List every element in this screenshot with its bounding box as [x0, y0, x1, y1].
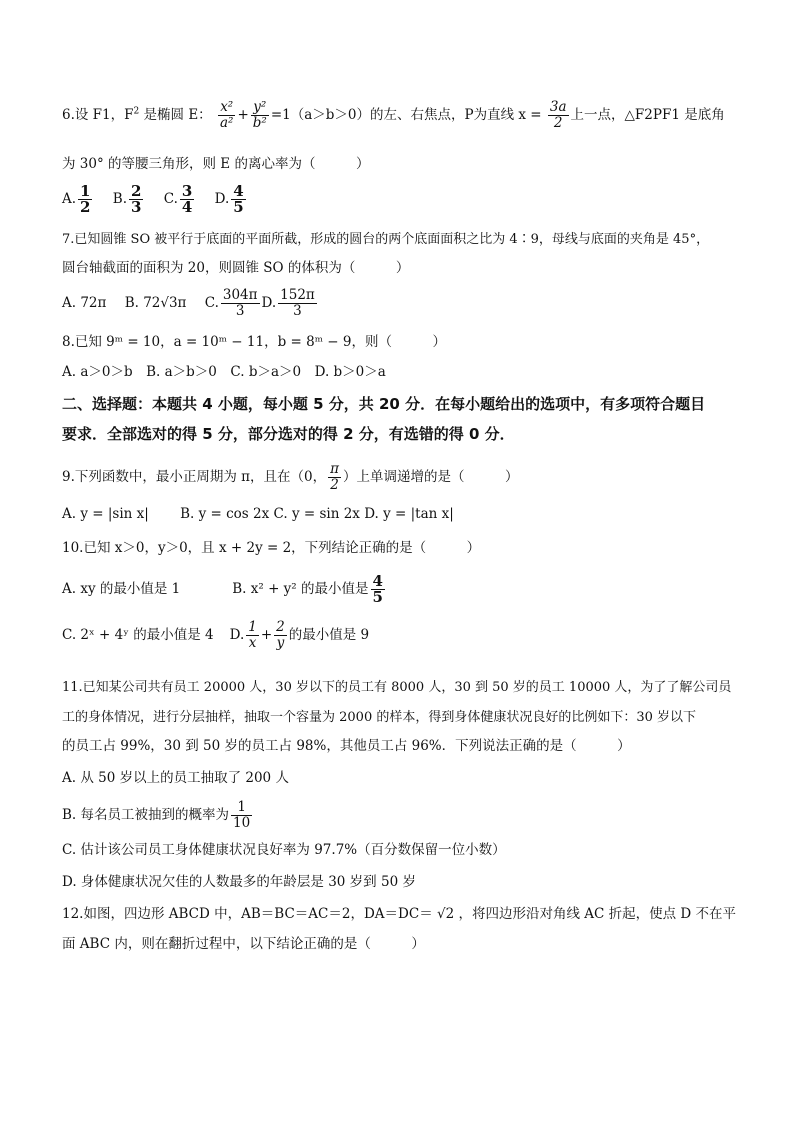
q10-option-d: D. $\frac{1}{x}$ + $\frac{2}{y}$ 的最小值是 9 [229, 619, 370, 651]
q7-option-c: C. $\frac{304\pi}{3}$ [204, 287, 258, 319]
q11-line2: 工的身体情况，进行分层抽样，抽取一个容量为 2000 的样本，得到身体健康状况良好的比例如下：30 岁以下 [62, 710, 697, 725]
q10-options-ab [62, 574, 387, 605]
line-x-fraction: $\frac{3a}{2}$ [549, 99, 567, 131]
q11-option-b: B. 每名员工被抽到的概率为 $\frac{1}{10}$ [62, 799, 251, 831]
q10-options-cd [62, 620, 369, 651]
q8-options: A. a＞0＞b B. a＞b＞0 C. b＞a＞0 D. b＞0＞a [62, 364, 386, 380]
q8-line1: 8.已知 9ᵐ = 10，a = 10ᵐ − 11，b = 8ᵐ − 9，则（ ） [62, 334, 446, 350]
ellipse-x-fraction: $\frac{\text{x²}}{\text{a²}}$ [219, 99, 234, 131]
q6-text-c: =1（a＞b＞0）的左、右焦点，P为直线 x = [270, 107, 542, 123]
q6-option-c: C. $\frac{3}{4}$ [163, 182, 193, 216]
q7-option-a: A. 72π [62, 295, 107, 311]
q9-options: A. y = |sin x| B. y = cos 2x C. y = sin 2x D. y = |tan x| [62, 506, 454, 522]
q7-option-b: B. 72√3π [124, 295, 187, 311]
q6-option-b: B. $\frac{2}{3}$ [112, 182, 142, 216]
q6-text-d: 上一点，△F2PF1 是底角 [570, 107, 725, 123]
q9-pi-over-2: $\frac{\pi}{2}$ [330, 461, 340, 493]
q6-option-d: D. $\frac{4}{5}$ [214, 182, 244, 216]
q10-option-a: A. xy 的最小值是 1 [62, 581, 181, 597]
q11-option-c: C. 估计该公司员工身体健康状况良好率为 97.7%（百分数保留一位小数） [62, 842, 506, 858]
q7-option-d: D. $\frac{152\pi}{3}$ [261, 287, 315, 319]
q6-sup: 2 [133, 106, 140, 117]
q11-option-a: A. 从 50 岁以上的员工抽取了 200 人 [62, 770, 289, 786]
q7-options [62, 288, 319, 319]
q6-line1 [62, 100, 725, 131]
plus-sign: + [237, 107, 249, 123]
q6-option-a: A. $\frac{1}{2}$ [62, 182, 91, 216]
q6-text-a: 6.设 F1，F [62, 107, 134, 123]
q11-option-d: D. 身体健康状况欠佳的人数最多的年龄层是 30 岁到 50 岁 [62, 874, 416, 890]
section2-heading-line2: 要求．全部选对的得 5 分，部分选对的得 2 分，有选错的得 0 分． [62, 425, 515, 443]
q7-line2: 圆台轴截面的面积为 20，则圆锥 SO 的体积为（ ） [62, 260, 410, 276]
section2-heading-line1: 二、选择题：本题共 4 小题，每小题 5 分，共 20 分．在每小题给出的选项中，有多项符合题目 [62, 395, 706, 413]
q9-line1: 9.下列函数中，最小正周期为 π，且在（0， $\frac{\pi}{2}$ ）上单调递增的是（ ） [62, 461, 519, 493]
q11-line1: 11.已知某公司共有员工 20000 人，30 岁以下的员工有 8000 人，30 到 50 岁的员工 10000 人，为了了解公司员 [62, 680, 732, 695]
q6-text-b: 是椭圆 E： [139, 107, 212, 123]
ellipse-y-fraction: $\frac{\text{y²}}{\text{b²}}$ [252, 99, 267, 131]
q11-line3: 的员工占 99%，30 到 50 岁的员工占 98%，其他员工占 96%．下列说法正确的是（ ） [62, 738, 631, 754]
q12-line1: 12.如图，四边形 ABCD 中，AB＝BC＝AC＝2，DA＝DC＝ √2 ，将四边形沿对角线 AC 折起，使点 D 不在平 [62, 906, 737, 922]
q12-line2: 面 ABC 内，则在翻折过程中，以下结论正确的是（ ） [62, 936, 425, 952]
q10-option-c: C. 2ˣ + 4ʸ 的最小值是 4 [62, 627, 214, 643]
q10-option-b: B. x² + y² 的最小值是 $\frac{4}{5}$ [232, 572, 383, 606]
q7-line1: 7.已知圆锥 SO 被平行于底面的平面所截，形成的圆台的两个底面面积之比为 4∶9，母线与底面的夹角是 45°， [62, 232, 710, 247]
q10-line1: 10.已知 x＞0，y＞0，且 x + 2y = 2，下列结论正确的是（ ） [62, 540, 481, 556]
q6-options [62, 184, 262, 215]
q6-line2: 为 30° 的等腰三角形，则 E 的离心率为（ ） [62, 156, 370, 172]
